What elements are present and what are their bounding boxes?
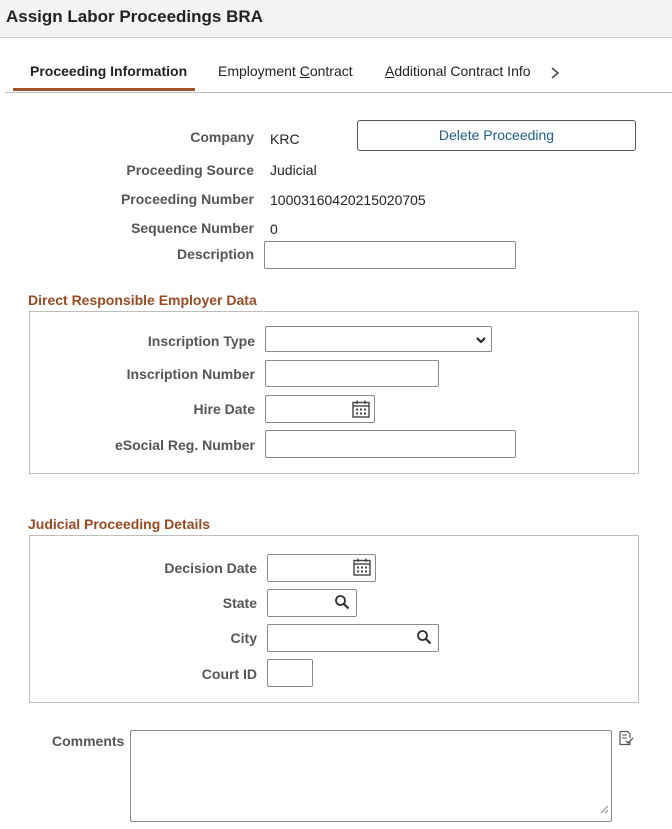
search-icon[interactable] xyxy=(334,594,350,610)
proceeding-source-value: Judicial xyxy=(270,162,317,178)
proceeding-number-label: Proceeding Number xyxy=(120,191,254,207)
court-id-label: Court ID xyxy=(201,666,257,682)
spell-check-icon[interactable] xyxy=(618,730,634,746)
calendar-icon[interactable] xyxy=(352,557,372,577)
inscription-number-input[interactable] xyxy=(265,360,439,387)
city-input[interactable] xyxy=(267,624,439,652)
description-label: Description xyxy=(176,246,254,262)
decision-date-label: Decision Date xyxy=(164,560,257,576)
title-bar xyxy=(0,0,672,38)
city-label: City xyxy=(230,630,257,646)
tab-additional-contract-info[interactable] xyxy=(385,63,531,79)
page-title: Assign Labor Proceedings BRA xyxy=(6,7,263,26)
inscription-type-select[interactable] xyxy=(265,326,492,352)
esocial-reg-number-input[interactable] xyxy=(265,430,516,458)
chevron-down-icon xyxy=(475,333,487,351)
active-tab-indicator xyxy=(13,88,195,91)
hire-date-label: Hire Date xyxy=(193,401,255,417)
description-input[interactable] xyxy=(264,241,516,269)
sequence-number-value: 0 xyxy=(270,221,278,237)
company-value: KRC xyxy=(270,131,300,147)
tab-label: Proceeding Information xyxy=(30,63,188,79)
tab-label-suffix: dditional Contract Info xyxy=(394,63,531,79)
tab-accesskey: A xyxy=(385,63,395,79)
delete-proceeding-button[interactable]: Delete Proceeding xyxy=(357,120,636,151)
tab-employment-contract[interactable] xyxy=(218,63,353,79)
proceeding-number-value: 10003160420215020705 xyxy=(270,192,426,208)
court-id-input[interactable] xyxy=(267,659,313,687)
comments-label: Comments xyxy=(52,733,125,749)
esocial-reg-number-label: eSocial Reg. Number xyxy=(114,437,255,453)
tab-label-prefix: Employment xyxy=(218,63,300,79)
proceeding-source-label: Proceeding Source xyxy=(126,162,254,178)
company-label: Company xyxy=(190,129,254,145)
chevron-right-icon[interactable] xyxy=(546,60,564,86)
tab-proceeding-information[interactable] xyxy=(30,63,187,79)
judicial-section-title: Judicial Proceeding Details xyxy=(28,516,211,532)
comments-textarea[interactable] xyxy=(130,730,612,822)
state-label: State xyxy=(222,595,257,611)
inscription-number-label: Inscription Number xyxy=(126,366,255,382)
tab-bar xyxy=(6,57,672,93)
sequence-number-label: Sequence Number xyxy=(131,220,254,236)
calendar-icon[interactable] xyxy=(351,399,371,419)
search-icon[interactable] xyxy=(416,629,432,645)
resize-grip-icon[interactable] xyxy=(599,801,609,819)
employer-section-title: Direct Responsible Employer Data xyxy=(28,292,257,308)
tab-accesskey: C xyxy=(299,63,310,79)
tab-label-suffix: ontract xyxy=(309,63,353,79)
inscription-type-label: Inscription Type xyxy=(147,333,255,349)
